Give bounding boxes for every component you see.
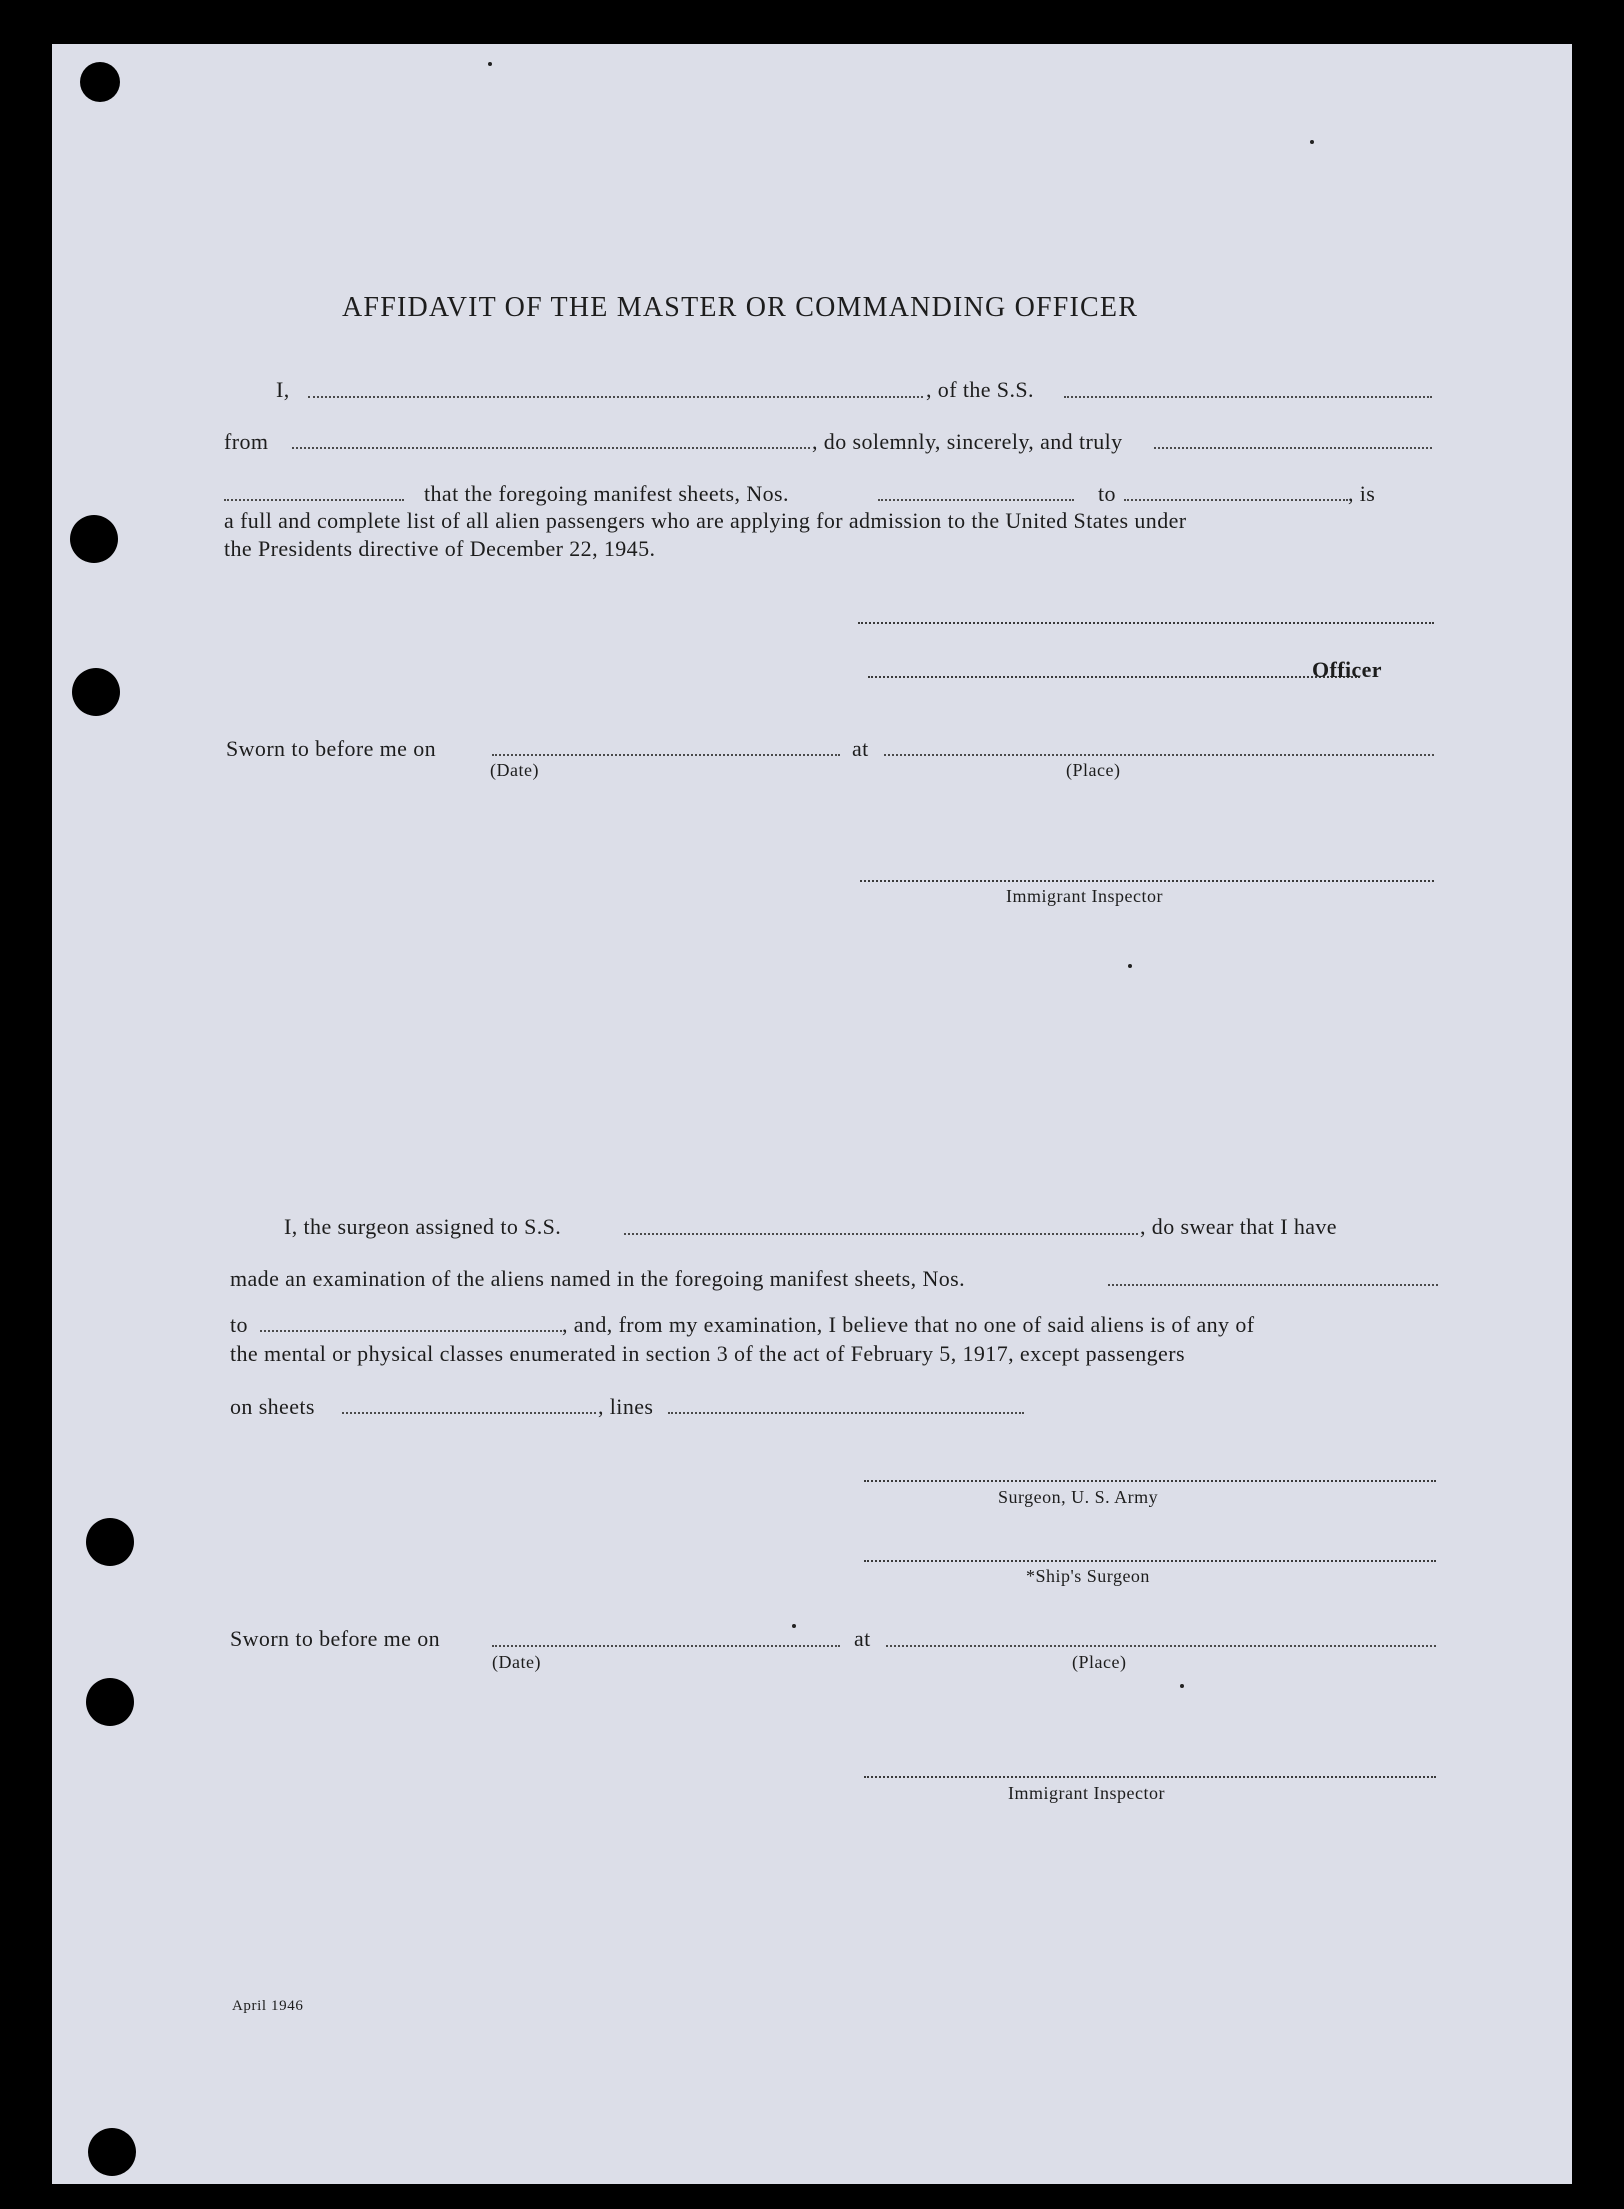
inspector-caption-1: Immigrant Inspector bbox=[1006, 886, 1163, 906]
from-port-field[interactable] bbox=[292, 447, 810, 449]
binder-hole bbox=[80, 62, 120, 102]
manifest-label: that the foregoing manifest sheets, Nos. bbox=[424, 481, 789, 506]
is-label: , is bbox=[1348, 481, 1376, 506]
oath-verb-field[interactable] bbox=[224, 499, 404, 501]
lines-field[interactable] bbox=[668, 1412, 1024, 1414]
master-name-field[interactable] bbox=[308, 396, 923, 398]
surgeon-line1-label: I, the surgeon assigned to S.S. bbox=[284, 1214, 562, 1239]
inspector-signature-line-2[interactable] bbox=[864, 1776, 1436, 1778]
officer-signature-line-1[interactable] bbox=[858, 622, 1434, 624]
sworn-label-2: Sworn to before me on bbox=[230, 1626, 441, 1651]
speck-mark bbox=[488, 62, 492, 66]
speck-mark bbox=[1128, 964, 1132, 968]
army-surgeon-signature-line[interactable] bbox=[864, 1480, 1436, 1482]
sworn-place-field-2[interactable] bbox=[886, 1645, 1436, 1647]
speck-mark bbox=[1180, 1684, 1184, 1688]
ship-name-field[interactable] bbox=[1064, 396, 1432, 398]
surgeon-line3-label: , and, from my examination, I believe that no one of said aliens is of any of bbox=[562, 1312, 1255, 1337]
affidavit-paragraph-line2: the Presidents directive of December 22, 1945. bbox=[224, 536, 656, 561]
inspector-caption-2: Immigrant Inspector bbox=[1008, 1783, 1165, 1803]
binder-hole bbox=[70, 515, 118, 563]
solemnly-label: , do solemnly, sincerely, and truly bbox=[812, 429, 1123, 454]
to-label: to bbox=[1098, 481, 1116, 506]
ship-label: , of the S.S. bbox=[926, 377, 1034, 402]
surgeon-swear-label: , do swear that I have bbox=[1140, 1214, 1337, 1239]
affidavit-i-label: I, bbox=[276, 377, 290, 402]
surgeon-manifest-to-field[interactable] bbox=[260, 1330, 562, 1332]
page-title: AFFIDAVIT OF THE MASTER OR COMMANDING OFFICER bbox=[342, 292, 1139, 323]
from-label: from bbox=[224, 429, 269, 454]
affidavit-paragraph-line1: a full and complete list of all alien passengers who are applying for admission to the United States under bbox=[224, 508, 1187, 533]
date-caption-2: (Date) bbox=[492, 1652, 541, 1672]
lines-label: , lines bbox=[598, 1394, 654, 1419]
place-caption-1: (Place) bbox=[1066, 760, 1121, 780]
form-page bbox=[52, 44, 1572, 2184]
officer-signature-line-2[interactable] bbox=[868, 676, 1360, 678]
oath-type-field[interactable] bbox=[1154, 447, 1432, 449]
place-caption-2: (Place) bbox=[1072, 1652, 1127, 1672]
binder-hole bbox=[86, 1518, 134, 1566]
ship-surgeon-caption: *Ship's Surgeon bbox=[1026, 1566, 1150, 1586]
surgeon-line2-label: made an examination of the aliens named in the foregoing manifest sheets, Nos. bbox=[230, 1266, 965, 1291]
sworn-date-field-2[interactable] bbox=[492, 1645, 840, 1647]
date-caption-1: (Date) bbox=[490, 760, 539, 780]
sheets-field[interactable] bbox=[342, 1412, 596, 1414]
speck-mark bbox=[792, 1624, 796, 1628]
form-date: April 1946 bbox=[232, 1998, 304, 2014]
officer-label: Officer bbox=[1312, 657, 1382, 682]
surgeon-line4-label: the mental or physical classes enumerated in section 3 of the act of February 5, 1917, except passengers bbox=[230, 1341, 1185, 1366]
sworn-at-label-1: at bbox=[852, 736, 869, 761]
ship-surgeon-signature-line[interactable] bbox=[864, 1560, 1436, 1562]
speck-mark bbox=[1310, 140, 1314, 144]
binder-hole bbox=[72, 668, 120, 716]
surgeon-ship-field[interactable] bbox=[624, 1233, 1138, 1235]
manifest-from-field[interactable] bbox=[878, 499, 1074, 501]
sworn-label-1: Sworn to before me on bbox=[226, 736, 437, 761]
on-sheets-label: on sheets bbox=[230, 1394, 315, 1419]
sworn-place-field-1[interactable] bbox=[884, 754, 1434, 756]
sworn-at-label-2: at bbox=[854, 1626, 871, 1651]
binder-hole bbox=[86, 1678, 134, 1726]
binder-hole bbox=[88, 2128, 136, 2176]
sworn-date-field-1[interactable] bbox=[492, 754, 840, 756]
manifest-to-field[interactable] bbox=[1124, 499, 1348, 501]
inspector-signature-line-1[interactable] bbox=[860, 880, 1434, 882]
army-surgeon-caption: Surgeon, U. S. Army bbox=[998, 1487, 1159, 1507]
surgeon-manifest-from-field[interactable] bbox=[1108, 1284, 1438, 1286]
surgeon-to-label: to bbox=[230, 1312, 248, 1337]
